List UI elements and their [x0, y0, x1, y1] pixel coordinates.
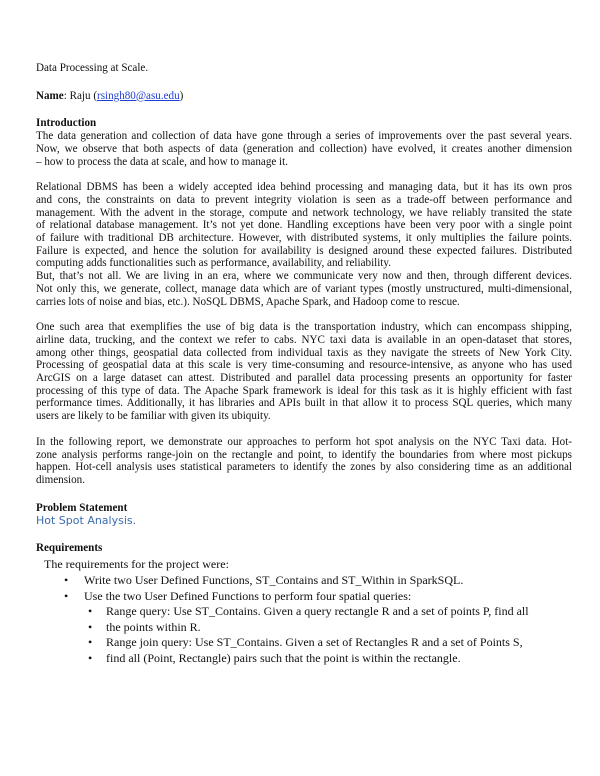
text-line: One such area that exemplifies the use of big data is the transportation industry, which can encompass shipping,: [36, 321, 572, 334]
text-line: Not only this, we generate, collect, manage data which are of variant types (mostly unstructured, multi-dimensional,: [36, 282, 572, 295]
intro-paragraph-3: [36, 321, 572, 423]
text-line: Now, we observe that both aspects of data (generation and collection) have evolved, it creates another dimension: [36, 142, 572, 155]
text-line: of failure with traditional DB architecture. However, with distributed systems, it only multiplies the failure points.: [36, 232, 572, 245]
intro-paragraph-1: [36, 130, 572, 168]
text-line: The data generation and collection of data have gone through a series of improvements over the past several years.: [36, 130, 572, 143]
text-line: airline data, trucking, and the context we refer to cabs. NYC taxi data is available in an open-dataset that stores,: [36, 333, 572, 346]
text-line: Processing of geospatial data at this scale is very time-consuming and resource-intensive, as anyone who has used: [36, 359, 572, 372]
requirement-subitem: [36, 651, 572, 666]
requirements-intro: The requirements for the project were:: [44, 557, 229, 572]
requirement-text: Range join query: Use ST_Contains. Given a set of Rectangles R and a set of Points S,: [106, 635, 523, 650]
text-line: In the following report, we demonstrate our approaches to perform hot spot analysis on the NYC Taxi data. Hot-: [36, 435, 572, 448]
intro-paragraph-4: [36, 436, 572, 487]
requirement-text: Range query: Use ST_Contains. Given a query rectangle R and a set of points P, find all: [106, 604, 529, 619]
text-line: processing of this type of data. The Apache Spark framework is ideal for this task as it is highly efficient with fast: [36, 384, 572, 397]
text-line: Relational DBMS has been a widely accepted idea behind processing and managing data, but it has its own pros: [36, 181, 572, 194]
requirement-item: [36, 589, 572, 604]
document-title: Data Processing at Scale.: [36, 62, 149, 74]
text-line: – how to process the data at scale, and how to manage it.: [36, 155, 288, 168]
requirement-text: Use the two User Defined Functions to perform four spatial queries:: [84, 588, 412, 603]
requirement-text: find all (Point, Rectangle) pairs such that the point is within the rectangle.: [106, 650, 461, 665]
bullet-icon: •: [64, 588, 69, 603]
bullet-icon: •: [88, 619, 93, 634]
text-line: zone analysis performs range-join on the rectangle and point, to identify the boundaries from where most pickups: [36, 448, 572, 461]
email-link[interactable]: rsingh80@asu.edu: [97, 89, 180, 102]
text-line: carries lots of noise and bias, etc.). NoSQL DBMS, Apache Spark, and Hadoop come to rescue.: [36, 295, 460, 308]
text-line: Failure is expected, and hence the solution for availability is designed around these expected failures. Distributed: [36, 244, 572, 257]
text-line: users are likely to be familiar with given its ubiquity.: [36, 410, 271, 423]
problem-statement-heading: Problem Statement: [36, 501, 128, 514]
text-line: ArcGIS on a large dataset can attest. Distributed and parallel data processing presents an opportunity for faster: [36, 372, 572, 385]
text-line: of relational database management. It’s not yet done. Handling exceptions have been very poor with a single point: [36, 219, 572, 232]
text-line: management. With the advent in the storage, compute and network technology, we have reliably transited the state: [36, 206, 572, 219]
intro-paragraph-2: [36, 181, 572, 308]
bullet-icon: •: [64, 573, 69, 588]
requirement-subitem: [36, 604, 572, 619]
name-value: : Raju (: [63, 89, 98, 102]
requirement-subitem: [36, 635, 572, 650]
document-page: [36, 62, 572, 666]
bullet-icon: •: [88, 604, 93, 619]
text-line: But, that’s not all. We are living in an era, where we communicate very now and then, through different devices.: [36, 270, 572, 283]
requirement-text: Write two User Defined Functions, ST_Contains and ST_Within in SparkSQL.: [84, 573, 464, 588]
requirement-text: the points within R.: [106, 619, 201, 634]
name-close: ): [179, 89, 184, 102]
requirements-heading: Requirements: [36, 542, 103, 555]
bullet-icon: •: [88, 635, 93, 650]
requirement-subitem: [36, 620, 572, 635]
text-line: computing adds functionalities such as performance, availability, and reliability.: [36, 257, 391, 270]
author-line: [36, 90, 572, 103]
text-line: dimension.: [36, 473, 85, 486]
introduction-heading: Introduction: [36, 117, 97, 130]
text-line: and cons, the constraints on data to prevent integrity violation is seen as a trade-off between performance and: [36, 193, 572, 206]
requirements-list: [36, 573, 572, 665]
requirement-item: [36, 573, 572, 588]
bullet-icon: •: [88, 650, 93, 665]
name-label: Name: [36, 89, 64, 102]
text-line: among other things, geospatial data collected from individual taxis as they navigate the streets of New York City.: [36, 346, 572, 359]
text-line: performance times. Additionally, it has libraries and APIs built in that allow it to process SQL queries, which many: [36, 397, 572, 410]
text-line: happen. Hot-cell analysis uses statistical parameters to identify the zones by also considering time as an additional: [36, 461, 572, 474]
problem-statement-title: Hot Spot Analysis.: [36, 514, 137, 528]
